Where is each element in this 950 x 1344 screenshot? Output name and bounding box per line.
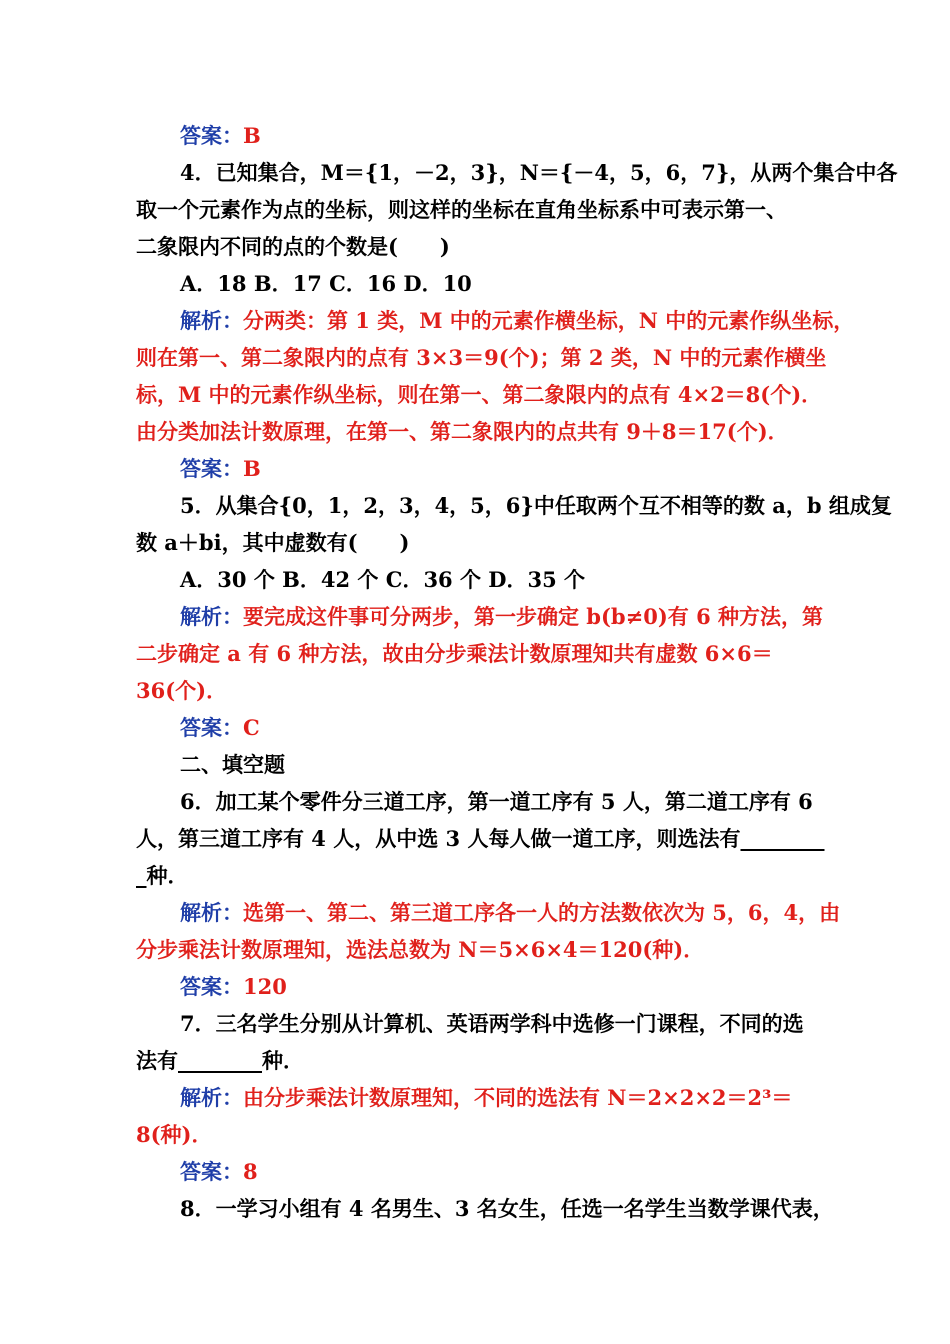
- line-text: 分步乘法计数原理知，选法总数为 N＝5×6×4＝120(种)．: [136, 937, 705, 962]
- label-text: 答案：: [180, 123, 243, 148]
- label-text: 解析：: [180, 604, 243, 629]
- label-text: 解析：: [180, 1085, 243, 1110]
- line-text: 标，M 中的元素作纵坐标，则在第一、第二象限内的点有 4×2＝8(个)．: [136, 382, 823, 407]
- line-text: 人，第三道工序有 4 人，从中选 3 人每人做一道工序，则选法有________: [136, 826, 825, 851]
- line-text: 由分步乘法计数原理知，不同的选法有 N＝2×2×2＝2³＝: [243, 1085, 793, 1110]
- line-text: A．18 B．17 C．16 D．10: [180, 271, 472, 296]
- line-text: 120: [243, 974, 287, 999]
- line-text: 8．一学习小组有 4 名男生、3 名女生，任选一名学生当数学课代表，: [180, 1196, 834, 1221]
- line-text: 取一个元素作为点的坐标，则这样的坐标在直角坐标系中可表示第一、: [136, 197, 787, 222]
- line-text: _种．: [136, 863, 189, 888]
- line-text: 选第一、第二、第三道工序各一人的方法数依次为 5，6，4，由: [243, 900, 841, 925]
- text-line: [136, 376, 823, 413]
- text-line: [136, 1005, 818, 1042]
- text-line: [136, 931, 818, 968]
- text-line: [136, 228, 818, 265]
- text-line: [136, 746, 818, 783]
- text-line: [136, 598, 823, 635]
- text-line: [136, 524, 818, 561]
- line-text: 8: [243, 1159, 258, 1184]
- line-text: 分两类：第 1 类，M 中的元素作横坐标，N 中的元素作纵坐标，: [243, 308, 855, 333]
- text-line: [136, 857, 818, 894]
- text-line: [136, 1079, 818, 1116]
- line-text: 5．从集合{0，1，2，3，4，5，6}中任取两个互不相等的数 a，b 组成复: [180, 493, 892, 518]
- label-text: 答案：: [180, 715, 243, 740]
- line-text: A．30 个 B．42 个 C．36 个 D．35 个: [180, 567, 586, 592]
- line-text: 要完成这件事可分两步，第一步确定 b(b≠0)有 6 种方法，第: [243, 604, 823, 629]
- line-text: 36(个)．: [136, 678, 228, 703]
- line-text: 法有________种．: [136, 1048, 304, 1073]
- text-line: [136, 154, 898, 191]
- document-page: [136, 117, 898, 1227]
- line-text: 二象限内不同的点的个数是( ): [136, 234, 450, 259]
- text-line: [136, 783, 818, 820]
- text-line: [136, 1153, 818, 1190]
- text-line: [136, 302, 855, 339]
- line-text: 6．加工某个零件分三道工序，第一道工序有 5 人，第二道工序有 6: [180, 789, 813, 814]
- label-text: 解析：: [180, 308, 243, 333]
- label-text: 答案：: [180, 456, 243, 481]
- text-line: [136, 894, 841, 931]
- text-line: [136, 339, 827, 376]
- label-text: 解析：: [180, 900, 243, 925]
- line-text: B: [243, 123, 261, 148]
- text-line: [136, 1116, 818, 1153]
- text-line: [136, 117, 818, 154]
- text-line: [136, 1042, 818, 1079]
- text-line: [136, 820, 825, 857]
- text-line: [136, 968, 818, 1005]
- line-text: 二、填空题: [180, 752, 285, 777]
- line-text: 由分类加法计数原理，在第一、第二象限内的点共有 9＋8＝17(个)．: [136, 419, 789, 444]
- text-line: [136, 561, 818, 598]
- line-text: 数 a＋bi，其中虚数有( ): [136, 530, 410, 555]
- text-line: [136, 709, 818, 746]
- text-line: [136, 413, 818, 450]
- text-line: [136, 265, 818, 302]
- text-line: [136, 191, 818, 228]
- text-line: [136, 487, 892, 524]
- line-text: 二步确定 a 有 6 种方法，故由分步乘法计数原理知共有虚数 6×6＝: [136, 641, 773, 666]
- label-text: 答案：: [180, 1159, 243, 1184]
- line-text: B: [243, 456, 261, 481]
- line-text: 8(种)．: [136, 1122, 213, 1147]
- line-text: C: [243, 715, 260, 740]
- line-text: 则在第一、第二象限内的点有 3×3＝9(个)；第 2 类，N 中的元素作横坐: [136, 345, 827, 370]
- text-line: [136, 672, 818, 709]
- line-text: 7．三名学生分别从计算机、英语两学科中选修一门课程，不同的选: [180, 1011, 804, 1036]
- text-line: [136, 1190, 834, 1227]
- text-line: [136, 450, 818, 487]
- text-line: [136, 635, 818, 672]
- line-text: 4．已知集合，M＝{1，－2，3}，N＝{－4，5，6，7}，从两个集合中各: [180, 160, 898, 185]
- label-text: 答案：: [180, 974, 243, 999]
